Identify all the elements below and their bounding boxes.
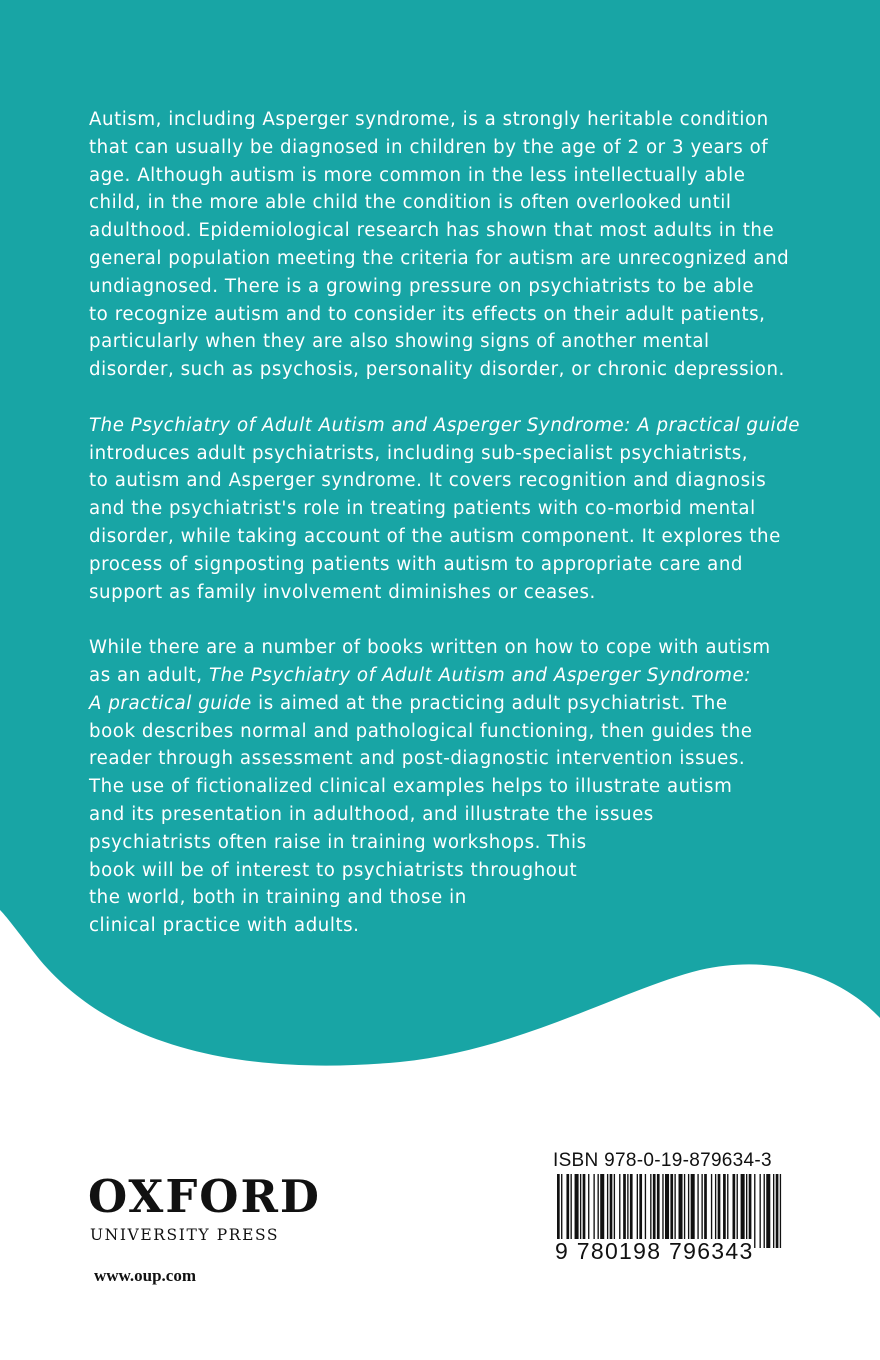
isbn-barcode bbox=[555, 1174, 783, 1248]
barcode-bar bbox=[588, 1174, 589, 1248]
barcode-bar bbox=[662, 1174, 663, 1248]
blurb-line bbox=[89, 467, 809, 495]
blurb-line bbox=[89, 857, 809, 885]
blurb-line bbox=[89, 745, 809, 773]
blurb-text: book will be of interest to psychiatrists throughout bbox=[89, 859, 578, 881]
barcode-bar bbox=[561, 1174, 562, 1248]
blurb-text: reader through assessment and post-diagnostic intervention issues. bbox=[89, 748, 746, 770]
barcode-bar bbox=[630, 1174, 633, 1248]
blurb-line bbox=[89, 273, 809, 301]
blurb-text: and the psychiatrist's role in treating patients with co-morbid mental bbox=[89, 498, 756, 520]
blurb-text: as an adult, bbox=[89, 664, 209, 686]
blurb-line bbox=[89, 718, 809, 746]
barcode-bar bbox=[723, 1174, 726, 1248]
blurb-paragraph bbox=[89, 106, 809, 384]
book-title-italic: The Psychiatry of Adult Autism and Asperger Syndrome: A practical guide bbox=[89, 414, 800, 436]
barcode-bar bbox=[566, 1174, 569, 1248]
blurb-line bbox=[89, 189, 809, 217]
barcode-bar bbox=[623, 1174, 626, 1248]
barcode-bar bbox=[639, 1174, 642, 1248]
blurb-text: and its presentation in adulthood, and illustrate the issues bbox=[89, 803, 654, 825]
blurb-text: clinical practice with adults. bbox=[89, 915, 360, 937]
blurb-line bbox=[89, 162, 809, 190]
back-cover-blurb bbox=[89, 106, 809, 968]
blurb-text: child, in the more able child the condition is often overlooked until bbox=[89, 192, 732, 214]
blurb-line bbox=[89, 662, 809, 690]
barcode-bar bbox=[610, 1174, 613, 1248]
blurb-text: support as family involvement diminishes or ceases. bbox=[89, 581, 596, 603]
barcode-bar bbox=[653, 1174, 656, 1248]
barcode-bar bbox=[697, 1174, 698, 1248]
isbn-label: ISBN 978-0-19-879634-3 bbox=[553, 1150, 772, 1171]
blurb-line bbox=[89, 440, 809, 468]
blurb-text: psychiatrists often raise in training workshops. This bbox=[89, 831, 587, 853]
barcode-bar bbox=[657, 1174, 660, 1248]
barcode-bar bbox=[691, 1174, 695, 1248]
blurb-text: particularly when they are also showing signs of another mental bbox=[89, 331, 710, 353]
barcode-bar bbox=[773, 1174, 774, 1248]
blurb-line bbox=[89, 912, 809, 940]
barcode-bar bbox=[741, 1174, 745, 1248]
blurb-text: is aimed at the practicing adult psychiatrist. The bbox=[251, 692, 728, 714]
blurb-text: process of signposting patients with autism to appropriate care and bbox=[89, 553, 744, 575]
blurb-line bbox=[89, 801, 809, 829]
blurb-text: general population meeting the criteria for autism are unrecognized and bbox=[89, 247, 790, 269]
barcode-bar bbox=[749, 1174, 752, 1248]
barcode-bar bbox=[583, 1174, 586, 1248]
barcode-bar bbox=[679, 1174, 683, 1248]
barcode-bar bbox=[776, 1174, 779, 1248]
blurb-line bbox=[89, 356, 809, 384]
blurb-line bbox=[89, 523, 809, 551]
publisher-url: www.oup.com bbox=[94, 1266, 197, 1285]
blurb-text: Autism, including Asperger syndrome, is a strongly heritable condition bbox=[89, 109, 769, 130]
blurb-line bbox=[89, 328, 809, 356]
barcode-bar bbox=[780, 1174, 781, 1248]
blurb-text: undiagnosed. There is a growing pressure on psychiatrists to be able bbox=[89, 275, 755, 297]
blurb-line bbox=[89, 884, 809, 912]
barcode-digits: 9 780198 796343 bbox=[555, 1238, 754, 1264]
book-title-italic: The Psychiatry of Adult Autism and Asperger Syndrome: bbox=[208, 664, 751, 686]
blurb-line bbox=[89, 634, 809, 662]
barcode-bar bbox=[600, 1174, 604, 1248]
barcode-bar bbox=[704, 1174, 707, 1248]
blurb-text: disorder, such as psychosis, personality disorder, or chronic depression. bbox=[89, 359, 785, 381]
blurb-paragraph bbox=[89, 412, 809, 607]
barcode-bar bbox=[645, 1174, 646, 1248]
blurb-text: The use of fictionalized clinical examples helps to illustrate autism bbox=[89, 776, 733, 798]
blurb-text: that can usually be diagnosed in children by the age of 2 or 3 years of bbox=[89, 136, 769, 158]
barcode-bar bbox=[674, 1174, 675, 1248]
blurb-line bbox=[89, 217, 809, 245]
barcode-bar bbox=[688, 1174, 689, 1248]
university-press-label: UNIVERSITY PRESS bbox=[90, 1226, 280, 1244]
barcode-bar bbox=[665, 1174, 669, 1248]
blurb-line bbox=[89, 829, 809, 857]
blurb-line bbox=[89, 495, 809, 523]
blurb-line bbox=[89, 690, 809, 718]
barcode-bar bbox=[754, 1174, 755, 1248]
barcode-bar bbox=[733, 1174, 736, 1248]
barcode-bar bbox=[684, 1174, 685, 1248]
blurb-text: the world, both in training and those in bbox=[89, 887, 467, 909]
barcode-bar bbox=[557, 1174, 560, 1248]
blurb-text: introduces adult psychiatrists, including sub-specialist psychiatrists, bbox=[89, 442, 749, 464]
barcode-bar bbox=[701, 1174, 702, 1248]
book-title-italic: A practical guide bbox=[89, 692, 252, 714]
blurb-line bbox=[89, 301, 809, 329]
blurb-line bbox=[89, 773, 809, 801]
barcode-bar bbox=[670, 1174, 673, 1248]
barcode-bar bbox=[580, 1174, 581, 1248]
blurb-line bbox=[89, 106, 809, 134]
barcode-bar bbox=[607, 1174, 608, 1248]
blurb-line bbox=[89, 551, 809, 579]
blurb-text: to recognize autism and to consider its effects on their adult patients, bbox=[89, 303, 766, 325]
barcode-bar bbox=[571, 1174, 572, 1248]
barcode-bar bbox=[637, 1174, 638, 1248]
barcode-bar bbox=[619, 1174, 620, 1248]
barcode-bar bbox=[727, 1174, 728, 1248]
barcode-bar bbox=[711, 1174, 712, 1248]
oxford-logo-wordmark: OXFORD bbox=[88, 1170, 321, 1223]
blurb-line bbox=[89, 412, 809, 440]
barcode-bar bbox=[718, 1174, 721, 1248]
barcode-bar bbox=[746, 1174, 747, 1248]
barcode-bar bbox=[764, 1174, 765, 1248]
barcode-bar bbox=[627, 1174, 628, 1248]
blurb-line bbox=[89, 245, 809, 273]
barcode-bar bbox=[650, 1174, 651, 1248]
barcode-bar bbox=[737, 1174, 738, 1248]
barcode-bar bbox=[593, 1174, 594, 1248]
barcode-bar bbox=[614, 1174, 615, 1248]
blurb-text: to autism and Asperger syndrome. It covers recognition and diagnosis bbox=[89, 470, 767, 492]
blurb-text: book describes normal and pathological functioning, then guides the bbox=[89, 720, 753, 742]
blurb-text: adulthood. Epidemiological research has shown that most adults in the bbox=[89, 220, 775, 242]
blurb-line bbox=[89, 579, 809, 607]
blurb-line bbox=[89, 134, 809, 162]
blurb-text: age. Although autism is more common in the less intellectually able bbox=[89, 164, 746, 186]
blurb-paragraph bbox=[89, 634, 809, 940]
blurb-text: disorder, while taking account of the autism component. It explores the bbox=[89, 525, 781, 547]
blurb-text: While there are a number of books written on how to cope with autism bbox=[89, 637, 771, 659]
barcode-bar bbox=[766, 1174, 770, 1248]
barcode-bar bbox=[715, 1174, 716, 1248]
barcode-bar bbox=[760, 1174, 761, 1248]
barcode-bar bbox=[575, 1174, 579, 1248]
barcode-bar bbox=[598, 1174, 599, 1248]
